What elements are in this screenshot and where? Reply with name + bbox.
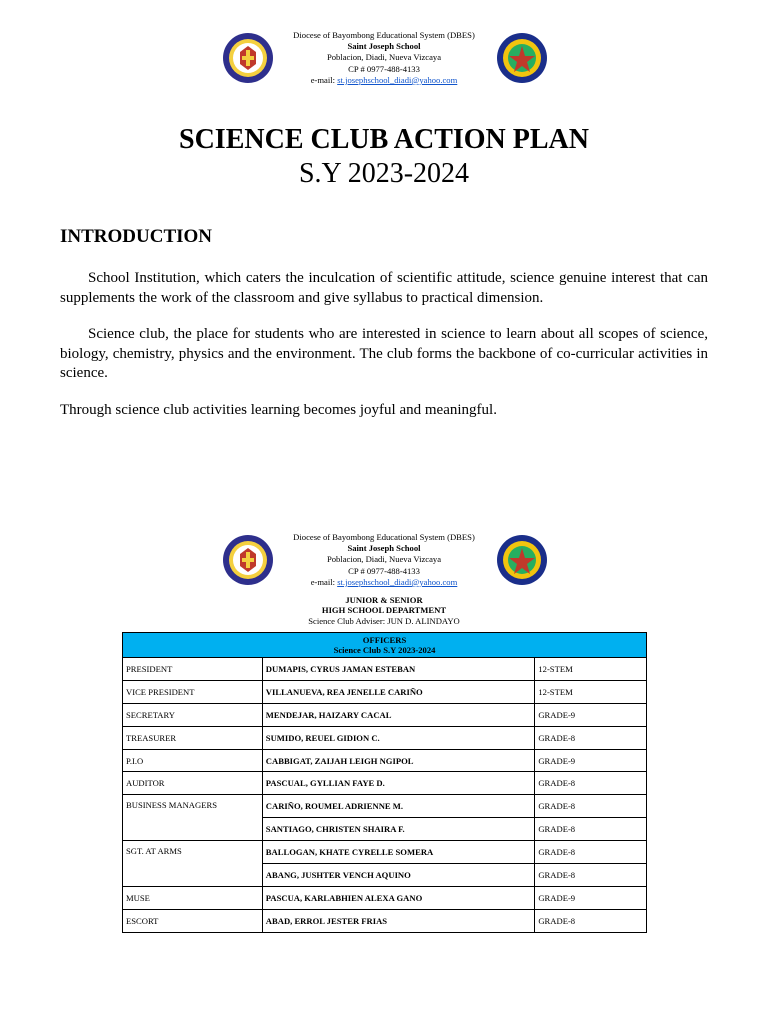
- name-cell: SUMIDO, REUEL GIDION C.: [262, 726, 535, 749]
- email-label: e-mail:: [310, 74, 338, 85]
- name-cell: CABBIGAT, ZAIJAH LEIGH NGIPOL: [262, 749, 535, 772]
- grade-cell: GRADE-9: [535, 749, 647, 772]
- grade-cell: GRADE-9: [535, 703, 647, 726]
- name-cell: ABAD, ERROL JESTER FRIAS: [262, 909, 535, 932]
- school-phone: CP # 0977-488-4133: [348, 565, 420, 576]
- position-cell: ESCORT: [123, 909, 263, 932]
- school-phone: CP # 0977-488-4133: [348, 63, 420, 74]
- letterhead-top: [0, 30, 768, 100]
- name-cell: SANTIAGO, CHRISTEN SHAIRA F.: [262, 818, 535, 841]
- officers-header: [123, 633, 647, 658]
- letterhead-second: [0, 532, 768, 602]
- grade-cell: 12-STEM: [535, 680, 647, 703]
- position-cell: PRESIDENT: [123, 658, 263, 681]
- school-address: Poblacion, Diadi, Nueva Vizcaya: [326, 554, 442, 565]
- officers-header-row: [123, 633, 647, 658]
- position-cell: VICE PRESIDENT: [123, 680, 263, 703]
- email-line: [0, 75, 768, 86]
- intro-paragraph-3: Through science club activities learning becomes joyful and meaningful.: [60, 402, 497, 418]
- position-cell: MUSE: [123, 886, 263, 909]
- name-cell: CARIÑO, ROUMEL ADRIENNE M.: [262, 795, 535, 818]
- table-row: [123, 658, 647, 681]
- position-cell: SGT. AT ARMS: [123, 841, 263, 887]
- name-cell: PASCUA, KARLABHIEN ALEXA GANO: [262, 886, 535, 909]
- position-cell: SECRETARY: [123, 703, 263, 726]
- page-title: SCIENCE CLUB ACTION PLAN: [179, 124, 589, 155]
- page-subtitle: S.Y 2023-2024: [298, 158, 470, 189]
- club-adviser: Science Club Adviser: JUN D. ALINDAYO: [308, 615, 460, 626]
- name-cell: BALLOGAN, KHATE CYRELLE SOMERA: [262, 841, 535, 864]
- grade-cell: GRADE-8: [535, 841, 647, 864]
- school-name: Saint Joseph School: [347, 543, 421, 554]
- table-row: [123, 841, 647, 864]
- table-row: [123, 703, 647, 726]
- officers-header-subtitle: Science Club S.Y 2023-2024: [333, 645, 436, 655]
- email-link[interactable]: st.josephschool_diadi@yahoo.com: [337, 576, 458, 587]
- grade-cell: GRADE-8: [535, 818, 647, 841]
- grade-cell: GRADE-8: [535, 864, 647, 887]
- table-row: [123, 772, 647, 795]
- position-cell: TREASURER: [123, 726, 263, 749]
- email-link[interactable]: st.josephschool_diadi@yahoo.com: [337, 74, 458, 85]
- school-name: Saint Joseph School: [347, 41, 421, 52]
- department-line-2: HIGH SCHOOL DEPARTMENT: [321, 605, 447, 616]
- diocese-name: Diocese of Bayombong Educational System (DBES): [293, 30, 475, 40]
- grade-cell: GRADE-8: [535, 795, 647, 818]
- intro-paragraph-1: School Institution, which caters the inculcation of scientific attitude, science genuine interest that can supplements the work of the classroom and give syllabus to practical dimension.: [60, 270, 708, 306]
- name-cell: MENDEJAR, HAIZARY CACAL: [262, 703, 535, 726]
- name-cell: VILLANUEVA, REA JENELLE CARIÑO: [262, 680, 535, 703]
- position-cell: BUSINESS MANAGERS: [123, 795, 263, 841]
- intro-paragraph-2: Science club, the place for students who are interested in science to learn about all scopes of science, biology, chemistry, physics and the environment. The club forms the backbone of co-curricular activities in science.: [60, 326, 708, 381]
- email-line: [0, 577, 768, 588]
- table-row: [123, 795, 647, 818]
- officers-table: [122, 632, 647, 933]
- table-row: [123, 680, 647, 703]
- grade-cell: GRADE-8: [535, 726, 647, 749]
- position-cell: P.I.O: [123, 749, 263, 772]
- table-row: [123, 909, 647, 932]
- grade-cell: GRADE-9: [535, 886, 647, 909]
- name-cell: DUMAPIS, CYRUS JAMAN ESTEBAN: [262, 658, 535, 681]
- table-row: [123, 726, 647, 749]
- table-row: [123, 749, 647, 772]
- grade-cell: GRADE-8: [535, 909, 647, 932]
- email-label: e-mail:: [310, 576, 338, 587]
- school-address: Poblacion, Diadi, Nueva Vizcaya: [326, 52, 442, 63]
- officers-header-title: OFFICERS: [362, 635, 407, 645]
- position-cell: AUDITOR: [123, 772, 263, 795]
- grade-cell: GRADE-8: [535, 772, 647, 795]
- name-cell: ABANG, JUSHTER VENCH AQUINO: [262, 864, 535, 887]
- diocese-name: Diocese of Bayombong Educational System (DBES): [293, 532, 475, 542]
- department-block: [0, 595, 768, 626]
- table-row: [123, 886, 647, 909]
- intro-heading: INTRODUCTION: [60, 226, 213, 247]
- department-line-1: JUNIOR & SENIOR: [345, 595, 423, 605]
- grade-cell: 12-STEM: [535, 658, 647, 681]
- name-cell: PASCUAL, GYLLIAN FAYE D.: [262, 772, 535, 795]
